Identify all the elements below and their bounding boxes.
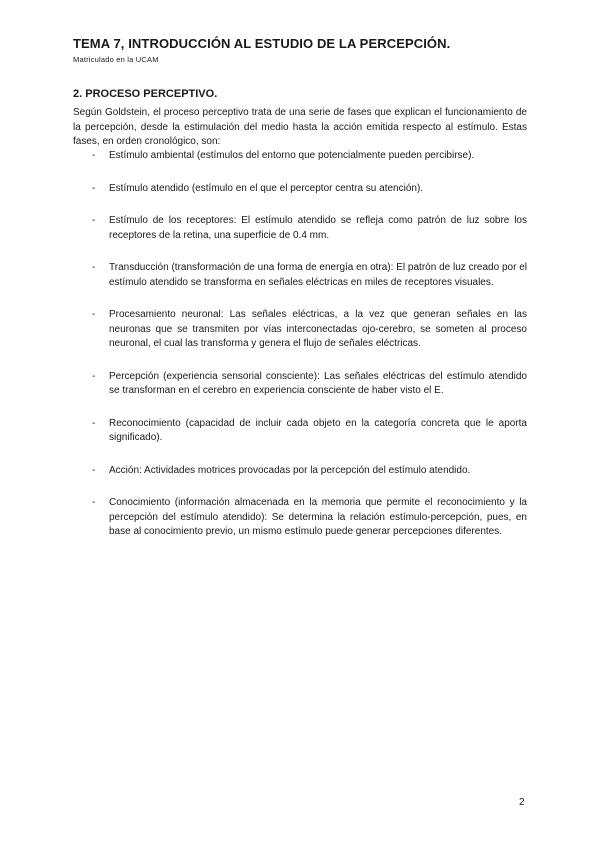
list-item <box>73 261 527 290</box>
list-item-text: Estímulo de los receptores: El estímulo atendido se refleja como patrón de luz sobre los receptores de la retina, una superficie de 0.4 mm. <box>109 215 527 241</box>
list-item-text: Reconocimiento (capacidad de incluir cada objeto en la categoría concreta que le aporta significado). <box>109 417 527 443</box>
list-item <box>73 417 527 446</box>
list-item <box>73 370 527 399</box>
bullet-dash: - <box>92 262 96 273</box>
section-heading: 2. PROCESO PERCEPTIVO. <box>73 88 218 100</box>
bullet-dash: - <box>92 182 96 194</box>
page-number: 2 <box>519 797 525 808</box>
bullet-dash: - <box>92 464 96 476</box>
list-item <box>73 464 527 479</box>
list-item <box>73 308 527 352</box>
list-item-text: Percepción (experiencia sensorial consciente): Las señales eléctricas del estímulo atendido se transforman en el cerebro en experiencia consciente de haber visto el E. <box>109 370 527 396</box>
list-item <box>73 496 527 540</box>
intro-paragraph: Según Goldstein, el proceso perceptivo trata de una serie de fases que explican el funcionamiento de la percepción, desde la estimulación del medio hasta la acción emitida respecto al estímulo. Estas fases, en orden cronológico, son: <box>73 107 527 147</box>
list-item <box>73 182 527 197</box>
bullet-dash: - <box>92 150 96 161</box>
list-item-text: Transducción (transformación de una forma de energía en otra): El patrón de luz creado por el estímulo atendido se transforma en señales eléctricas en miles de receptores visuales. <box>109 262 527 288</box>
list-item-text: Acción: Actividades motrices provocadas por la percepción del estímulo atendido. <box>109 464 471 476</box>
document-subtitle: Matriculado en la UCAM <box>73 55 159 64</box>
bullet-dash: - <box>92 417 96 429</box>
list-item-text: Procesamiento neuronal: Las señales eléctricas, a la vez que generan señales en las neuronas que se transmiten por vías interconectadas ojo-cerebro, se someten al proceso neuronal, el cual las transforma y genera el flujo de señales eléctricas. <box>109 309 527 349</box>
bullet-dash: - <box>92 215 96 226</box>
document-title: TEMA 7, INTRODUCCIÓN AL ESTUDIO DE LA PERCEPCIÓN. <box>73 36 451 51</box>
list-item-text: Estímulo atendido (estímulo en el que el perceptor centra su atención). <box>109 182 424 194</box>
phase-list <box>73 149 527 558</box>
list-item <box>73 214 527 243</box>
list-item <box>73 149 527 164</box>
list-item-text: Estímulo ambiental (estímulos del entorno que potencialmente pueden percibirse). <box>109 150 475 161</box>
bullet-dash: - <box>92 497 96 508</box>
list-item-text: Conocimiento (información almacenada en la memoria que permite el reconocimiento y la percepción del estímulo atendido): Se determina la relación estímulo-percepción, pues, en base al conocimiento previo, un mismo estímulo puede generar percepciones diferentes. <box>109 497 527 537</box>
bullet-dash: - <box>92 309 96 320</box>
bullet-dash: - <box>92 370 96 382</box>
